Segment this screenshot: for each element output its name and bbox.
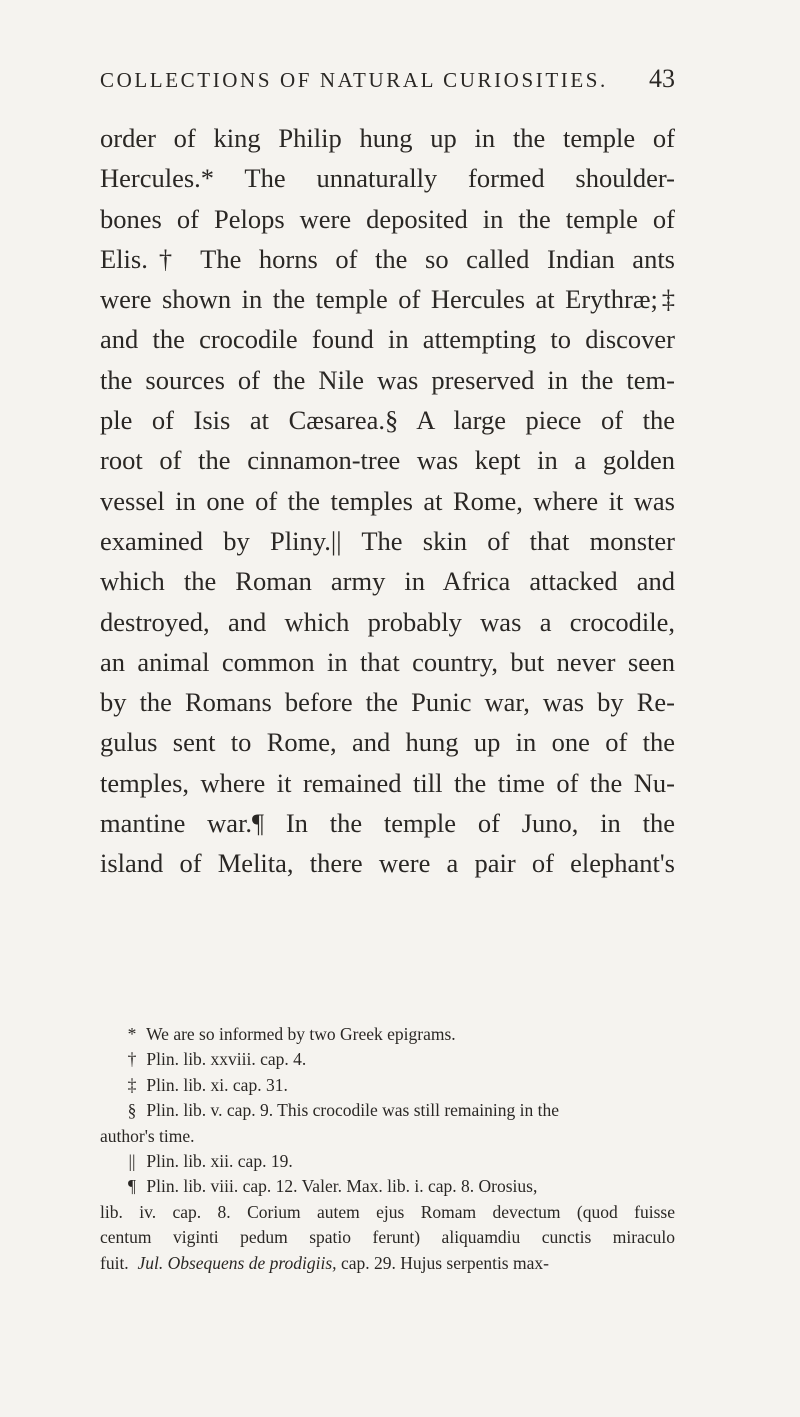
footnote-3 — [100, 1073, 675, 1098]
footnote-2 — [100, 1047, 675, 1072]
footnote-text: Plin. lib. xxviii. cap. 4. — [146, 1049, 307, 1070]
footnote-mark: † — [127, 1049, 137, 1070]
body-line: root of the cinnamon-tree was kept in a golden — [100, 445, 675, 476]
body-line: destroyed, and which probably was a crocodile, — [100, 606, 675, 637]
body-line: which the Roman army in Africa attacked and — [100, 566, 675, 597]
footnote-6-continued — [100, 1251, 675, 1276]
footnote-mark: ¶ — [128, 1176, 136, 1197]
footnote-text: Plin. lib. viii. cap. 12. Valer. Max. lib. i. cap. 8. Orosius, — [146, 1176, 538, 1197]
footnote-4 — [100, 1098, 675, 1123]
footnote-6-continued: lib. iv. cap. 8. Corium autem ejus Romam devectum (quod fuisse — [100, 1201, 675, 1222]
footnote-mark: ‡ — [127, 1074, 137, 1095]
footnote-5 — [100, 1149, 675, 1174]
body-line: temples, where it remained till the time of the Nu- — [100, 767, 675, 798]
footnote-text: Plin. lib. v. cap. 9. This crocodile was still remaining in the — [146, 1100, 560, 1121]
footnote-text: Plin. lib. xi. cap. 31. — [146, 1074, 288, 1095]
body-line: vessel in one of the temples at Rome, where it was — [100, 485, 675, 516]
body-line: Elis.† The horns of the so called Indian ants — [100, 243, 675, 274]
body-line: ple of Isis at Cæsarea.§ A large piece of the — [100, 405, 675, 436]
body-line: island of Melita, there were a pair of elephant's — [100, 848, 675, 879]
page-number: 43 — [649, 64, 675, 93]
body-text — [100, 118, 675, 884]
footnote-6 — [100, 1174, 675, 1199]
running-title: COLLECTIONS OF NATURAL CURIOSITIES. — [100, 68, 608, 92]
body-line: the sources of the Nile was preserved in the tem- — [100, 364, 675, 395]
footnote-mark: * — [127, 1024, 137, 1044]
footnote-6-continued: centum viginti pedum spatio ferunt) aliquamdiu cunctis miraculo — [100, 1227, 675, 1248]
body-line: bones of Pelops were deposited in the temple of — [100, 203, 675, 234]
running-head — [100, 64, 675, 100]
body-line: by the Romans before the Punic war, was by Re- — [100, 687, 675, 718]
body-line: gulus sent to Rome, and hung up in one of the — [100, 727, 675, 758]
footnote-4-continued: author's time. — [100, 1125, 195, 1146]
footnote-1 — [100, 1022, 675, 1047]
footnote-citation-title: Jul. Obsequens de prodigiis, — [137, 1252, 337, 1273]
body-line: order of king Philip hung up in the temple of — [100, 123, 675, 153]
footnotes — [100, 1022, 675, 1276]
footnote-mark: § — [127, 1100, 137, 1121]
body-line: an animal common in that country, but never seen — [100, 646, 675, 677]
body-line: examined by Pliny.|| The skin of that monster — [100, 525, 675, 556]
footnote-mark: || — [128, 1150, 136, 1171]
body-line: were shown in the temple of Hercules at Erythræ;‡ — [100, 284, 675, 315]
body-line: Hercules.* The unnaturally formed shoulder- — [100, 163, 675, 194]
footnote-text: cap. 29. Hujus serpentis max- — [340, 1252, 549, 1273]
body-line: mantine war.¶ In the temple of Juno, in the — [100, 808, 675, 839]
footnote-text: fuit. — [100, 1252, 129, 1273]
footnote-text: Plin. lib. xii. cap. 19. — [146, 1150, 293, 1171]
body-line: and the crocodile found in attempting to discover — [100, 324, 675, 355]
footnote-text: We are so informed by two Greek epigrams. — [146, 1024, 456, 1044]
